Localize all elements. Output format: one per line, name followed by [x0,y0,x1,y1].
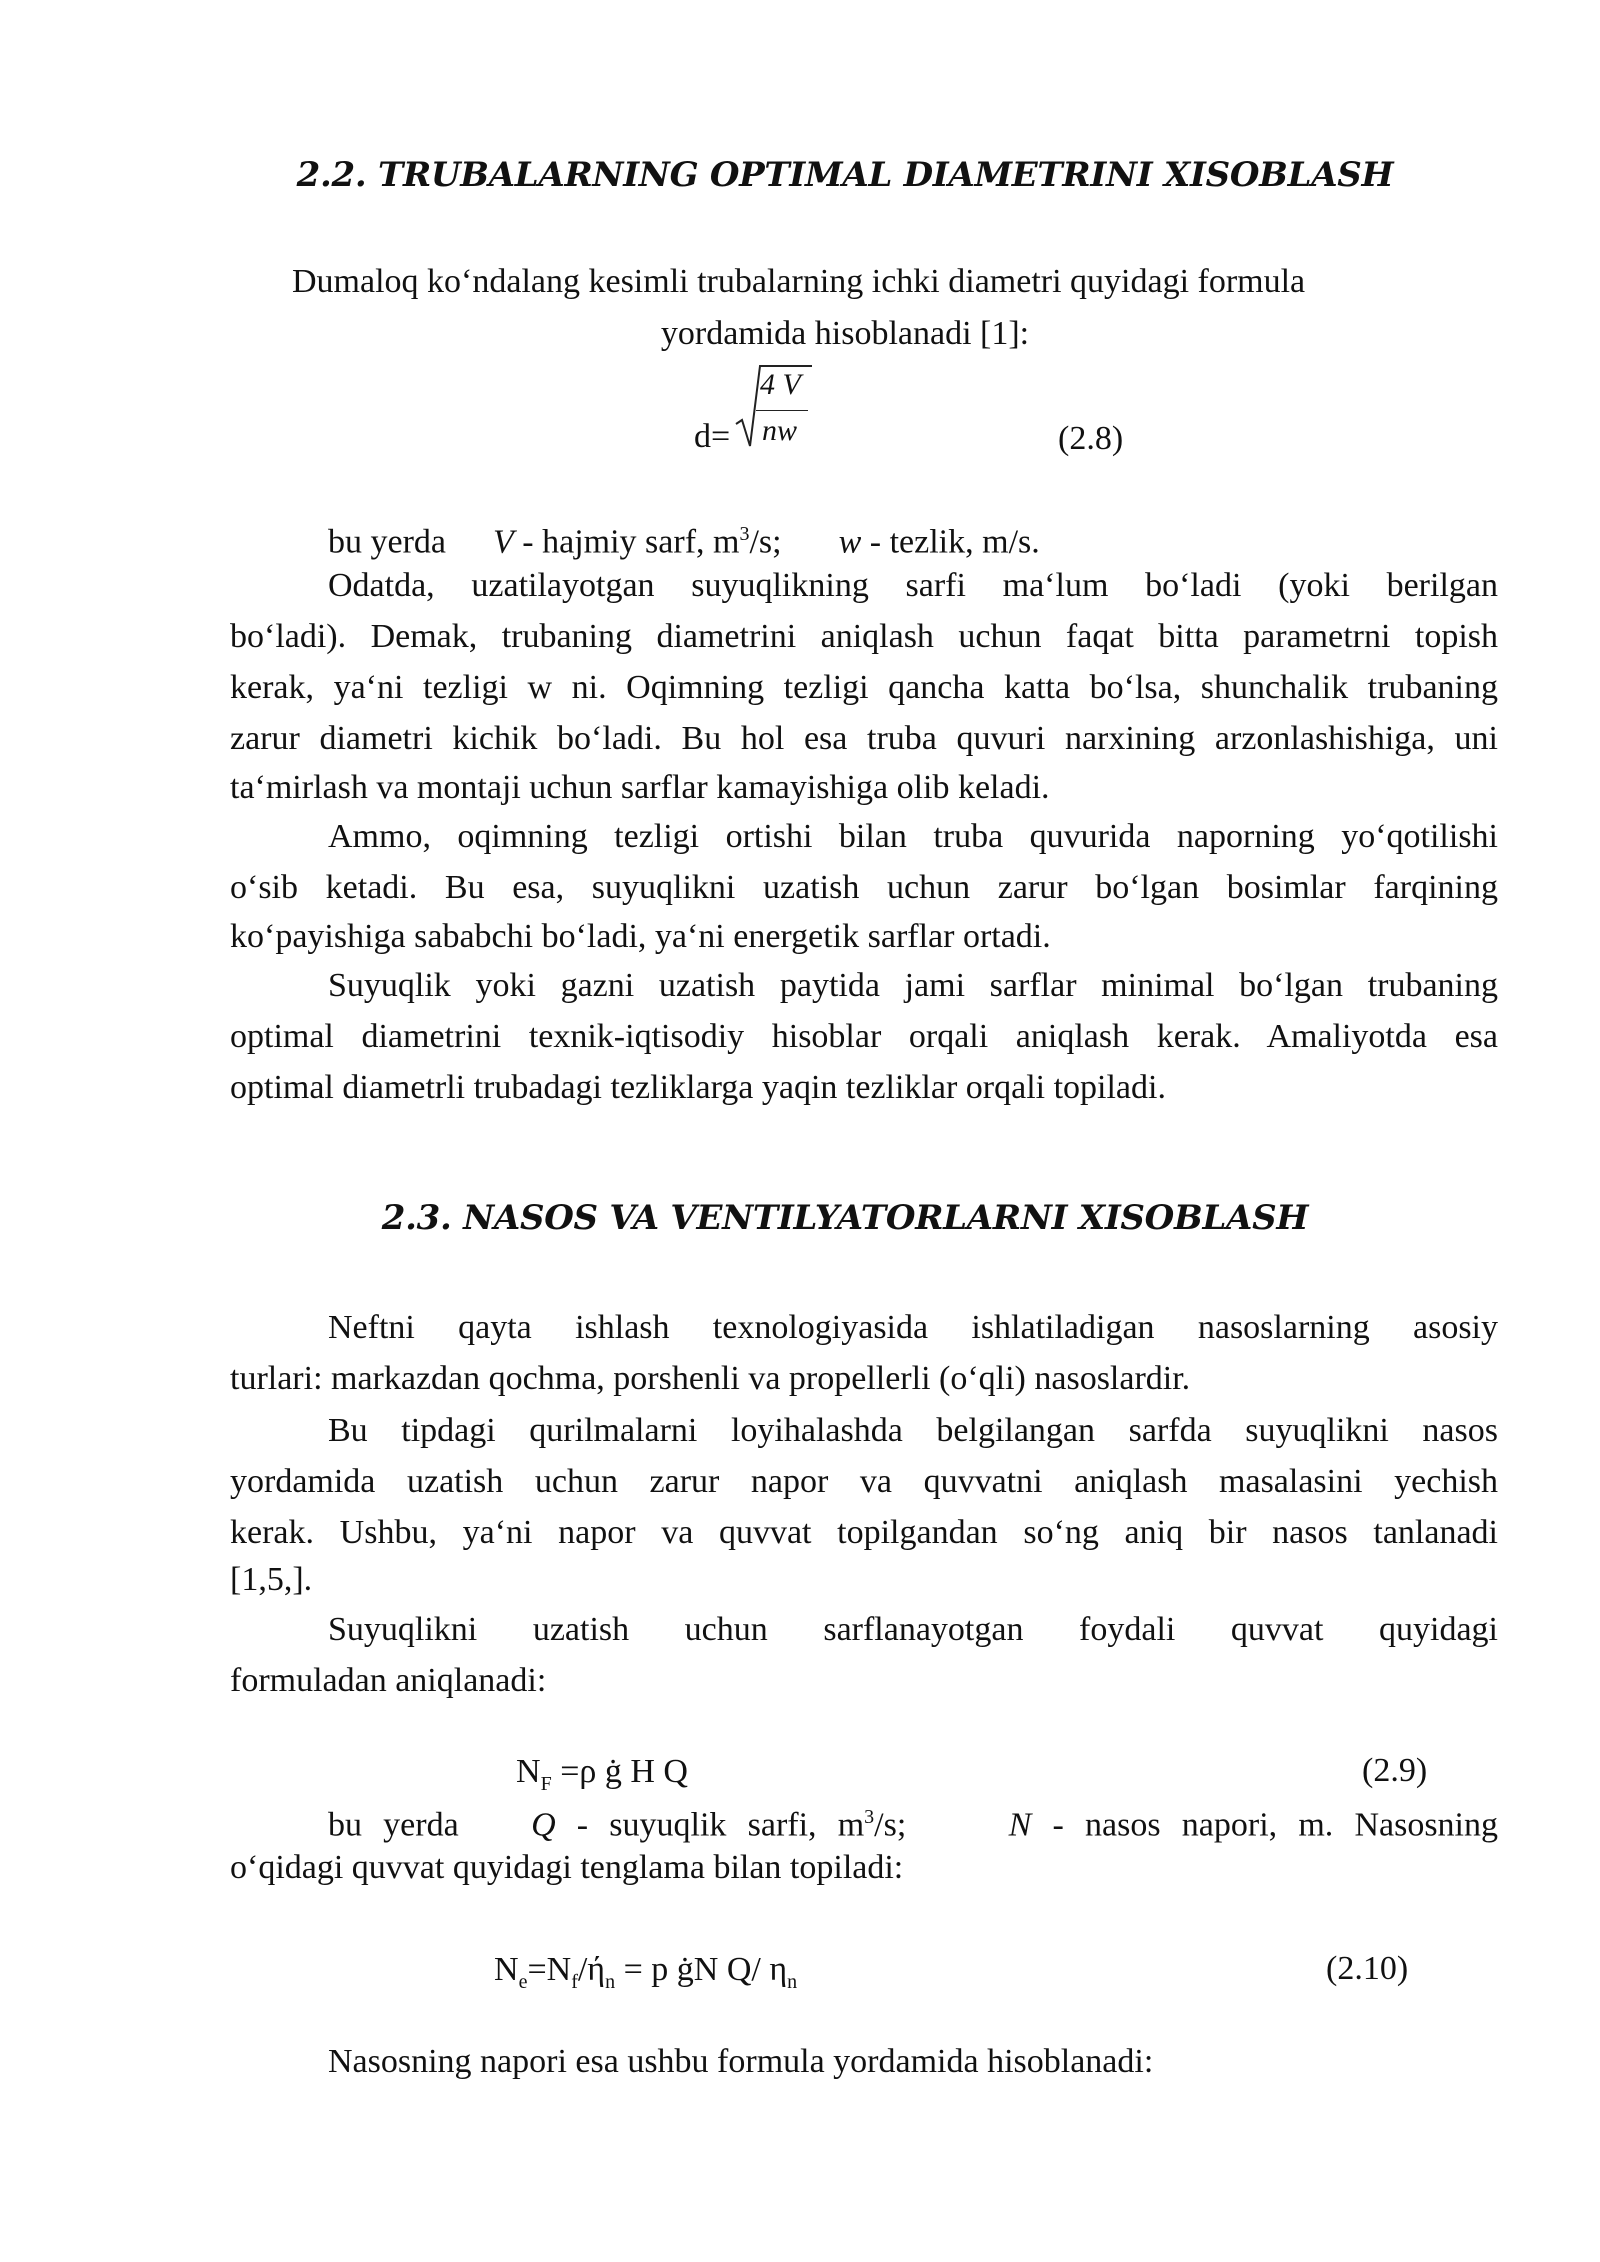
section-2-2-heading: 2.2. TRUBALARNING OPTIMAL DIAMETRINI XISOBLASH [296,155,1394,195]
formula-2-8-numerator: 4 V [760,368,801,401]
where-line-2-8 [328,514,1040,562]
para2-line-2: o‘sib ketadi. Bu esa, suyuqlikni uzatish uchun zarur bo‘lgan bosimlar farqining [230,869,1498,906]
where-V-sup: 3 [739,523,750,545]
eq210-sub-n2: n [787,1970,798,1993]
where-line-2-9-cont: o‘qidagi quvvat quyidagi tenglama bilan topiladi: [230,1849,904,1886]
equation-2-10 [494,1950,797,2002]
s23-para2-line-3: kerak. Ushbu, ya‘ni napor va quvvat topilgandan so‘ng aniq bir nasos tanlanadi [230,1514,1498,1551]
intro-line-1: Dumaloq ko‘ndalang kesimli trubalarning ichki diametri quyidagi formula [292,263,1306,300]
var-V: V [493,523,514,561]
formula-2-8-number: (2.8) [1058,420,1124,457]
para1-line-2: bo‘ladi). Demak, trubaning diametrini aniqlash uchun faqat bitta parametrni topish [230,618,1498,655]
para1-line-5: ta‘mirlash va montaji uchun sarflar kamayishiga olib keladi. [230,769,1050,806]
where-prefix: bu yerda [328,523,447,561]
eq29-N: N [516,1753,541,1790]
where2-Q-tail: /s; [874,1806,907,1844]
para1-line-1: Odatda, uzatilayotgan suyuqlikning sarfi ma‘lum bo‘ladi (yoki berilgan [328,567,1498,604]
s23-para1-line-2: turlari: markazdan qochma, porshenli va propellerli (o‘qli) nasoslardir. [230,1360,1191,1397]
where-w-text: - tezlik, m/s. [861,523,1040,561]
para3-line-2: optimal diametrini texnik-iqtisodiy hisoblar orqali aniqlash kerak. Amaliyotda esa [230,1018,1498,1055]
eq210-sub-f: f [571,1970,578,1993]
para1-line-4: zarur diametri kichik bo‘ladi. Bu hol esa truba quvuri narxining arzonlashishiga, uni [230,720,1498,757]
where2-N-text: - nasos napori, m. Nasosning [1031,1806,1499,1844]
var-w: w [838,523,862,561]
where2-Q-sup: 3 [864,1806,875,1828]
eq210-sub-n1: n [605,1970,616,1993]
var-N: N [1008,1806,1032,1844]
s23-para1-line-1: Neftni qayta ishlash texnologiyasida ishlatiladigan nasoslarning asosiy [328,1309,1498,1346]
equation-2-9-number: (2.9) [1362,1752,1428,1789]
eq29-rest: =ρ ġ H Q [551,1753,688,1790]
where-line-2-9 [328,1797,1498,1845]
section-2-3-heading: 2.3. NASOS VA VENTILYATORLARNI XISOBLASH [381,1198,1309,1238]
closing-line: Nasosning napori esa ushbu formula yordamida hisoblanadi: [328,2043,1154,2080]
where-V-text: - hajmiy sarf, m [513,523,740,561]
s23-para2-line-1: Bu tipdagi qurilmalarni loyihalashda belgilangan sarfda suyuqlikni nasos [328,1412,1498,1449]
para2-line-3: ko‘payishiga sababchi bo‘ladi, ya‘ni energetik sarflar ortadi. [230,918,1051,955]
where2-prefix: bu yerda [328,1806,459,1844]
para3-line-3: optimal diametrli trubadagi tezliklarga yaqin tezliklar orqali topiladi. [230,1069,1166,1106]
var-Q: Q [531,1806,556,1844]
s23-para2-line-2: yordamida uzatish uchun zarur napor va quvvatni aniqlash masalasini yechish [230,1463,1498,1500]
intro-line-2: yordamida hisoblanadi [1]: [660,315,1030,352]
where-V-tail: /s; [749,523,782,561]
eq210-mid2: /ή [577,1951,606,1988]
s23-para3-line-2: formuladan aniqlanadi: [230,1662,547,1699]
para1-line-3: kerak, ya‘ni tezligi w ni. Oqimning tezligi qancha katta bo‘lsa, shunchalik trubaning [230,669,1498,706]
formula-2-8-prefix: d= [694,418,731,455]
where2-Q-text: - suyuqlik sarfi, m [555,1806,865,1844]
eq210-mid1: =N [527,1951,572,1988]
eq210-N: N [494,1951,519,1988]
eq210-mid3: = p ġN Q/ η [615,1951,788,1988]
eq210-sub-e: e [518,1970,528,1993]
para2-line-1: Ammo, oqimning tezligi ortishi bilan truba quvurida naporning yo‘qotilishi [328,818,1498,855]
para3-line-1: Suyuqlik yoki gazni uzatish paytida jami sarflar minimal bo‘lgan trubaning [328,967,1498,1004]
formula-2-8-denominator: nw [762,414,798,447]
s23-para2-line-4: [1,5,]. [230,1561,313,1598]
s23-para3-line-1: Suyuqlikni uzatish uchun sarflanayotgan foydali quvvat quyidagi [328,1611,1498,1648]
equation-2-10-number: (2.10) [1326,1950,1409,1987]
fraction-bar [756,410,808,411]
eq29-sub: F [540,1772,552,1795]
